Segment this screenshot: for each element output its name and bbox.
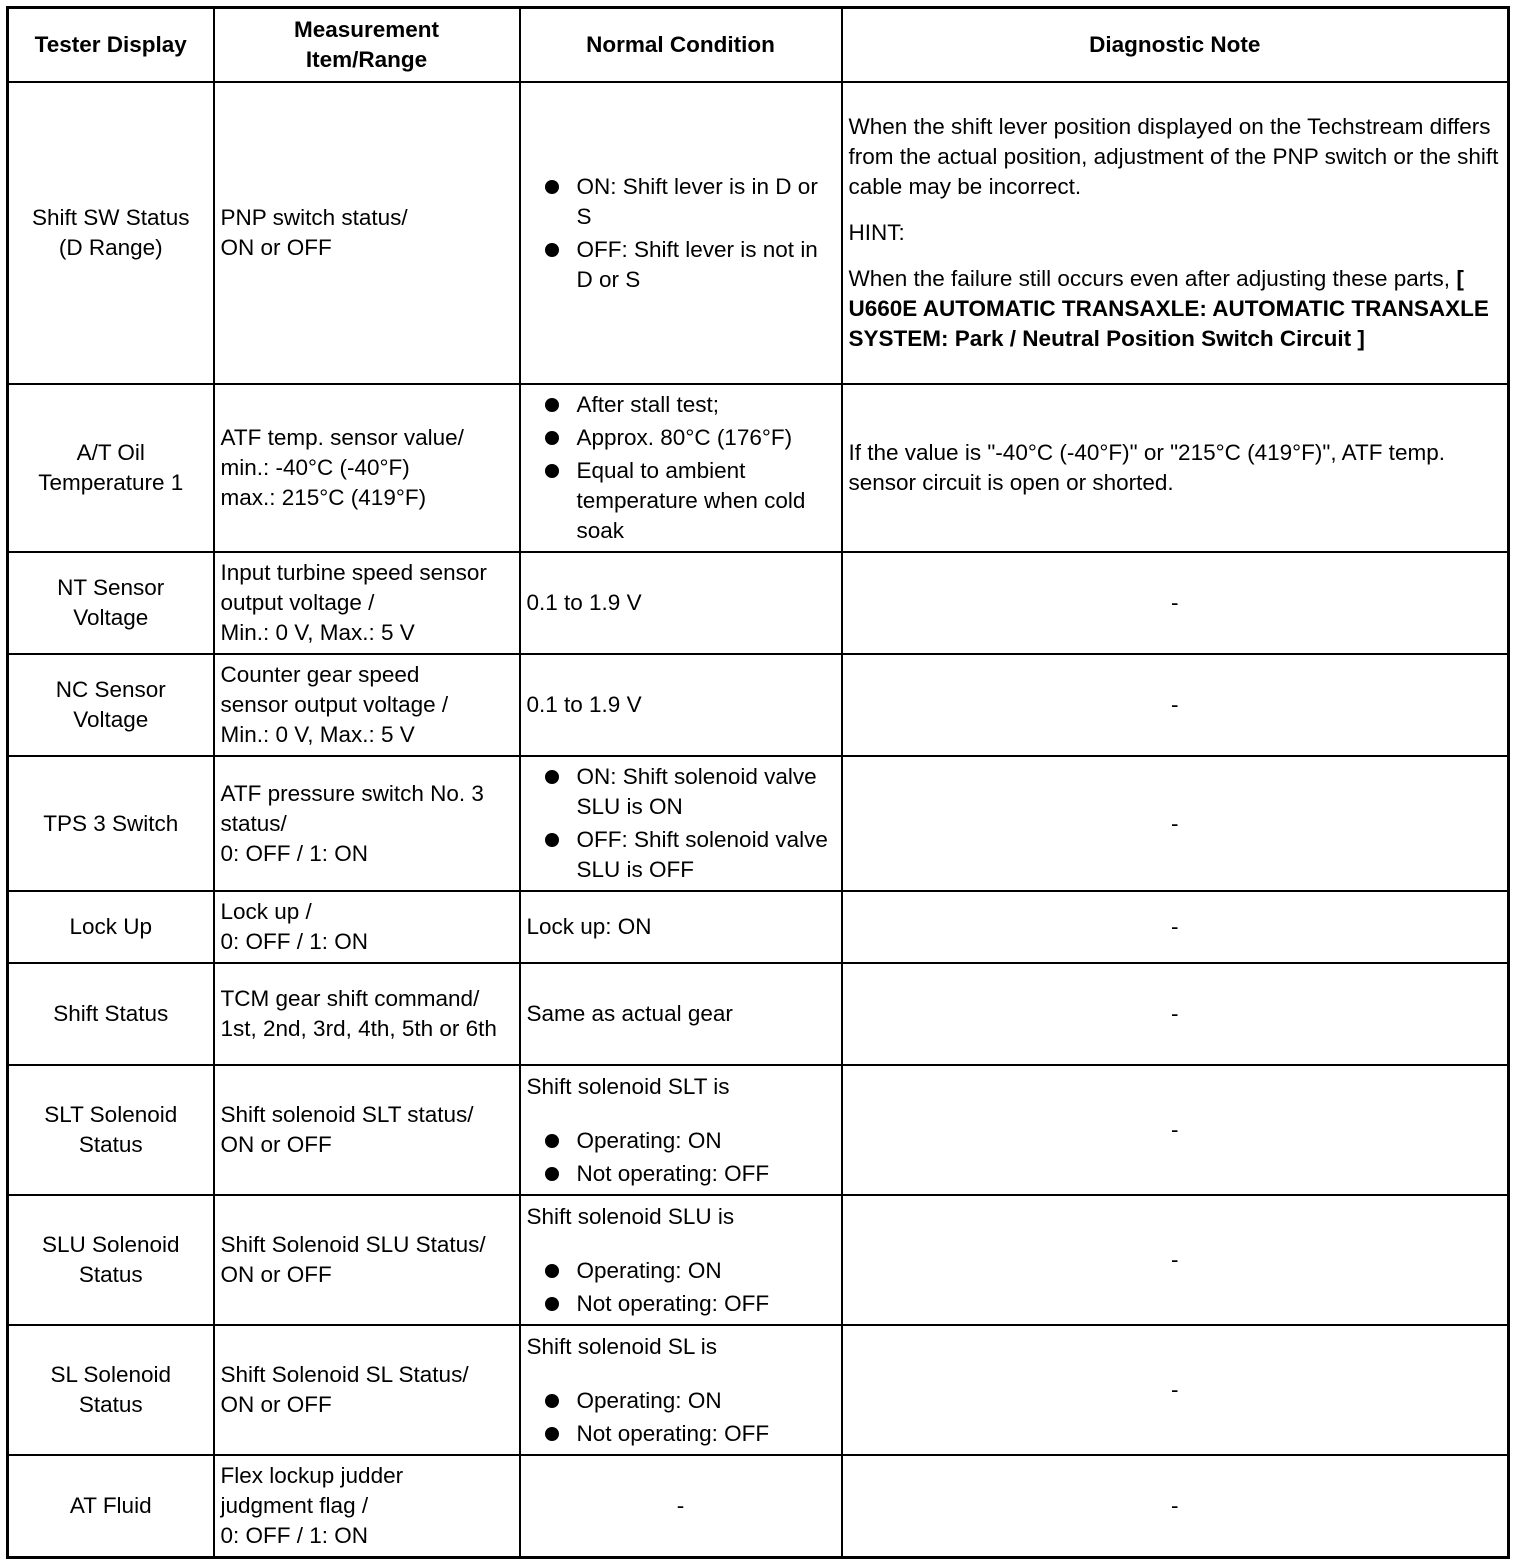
bullet-icon bbox=[545, 770, 559, 784]
diagnostic-note-cell: - bbox=[842, 891, 1509, 963]
table-row bbox=[8, 1455, 1509, 1557]
measurement-item-cell: Input turbine speed sensor output voltage / Min.: 0 V, Max.: 5 V bbox=[214, 552, 520, 654]
list-item: ON: Shift lever is in D or S bbox=[527, 172, 835, 232]
tester-display-cell: SL Solenoid Status bbox=[8, 1325, 214, 1455]
table-row bbox=[8, 756, 1509, 891]
bullet-icon bbox=[545, 431, 559, 445]
measurement-item-cell: Shift Solenoid SLU Status/ ON or OFF bbox=[214, 1195, 520, 1325]
list-item: After stall test; bbox=[527, 390, 835, 420]
normal-condition-cell: Lock up: ON bbox=[520, 891, 842, 963]
list-item: ON: Shift solenoid valve SLU is ON bbox=[527, 762, 835, 822]
table-row bbox=[8, 1195, 1509, 1325]
diagnostic-note-cell bbox=[842, 82, 1509, 384]
tester-display-cell: A/T Oil Temperature 1 bbox=[8, 384, 214, 552]
list-item: Not operating: OFF bbox=[527, 1289, 835, 1319]
list-item: Equal to ambient temperature when cold soak bbox=[527, 456, 835, 546]
diagnostic-note-cell: - bbox=[842, 654, 1509, 756]
bullet-icon bbox=[545, 464, 559, 478]
table-row bbox=[8, 1065, 1509, 1195]
list-item: Not operating: OFF bbox=[527, 1419, 835, 1449]
note-paragraph: When the shift lever position displayed on the Techstream differs from the actual position, adjustment of the PNP switch or the shift cable may be incorrect. bbox=[848, 114, 1499, 199]
note-hint: HINT: bbox=[848, 220, 905, 245]
table-row bbox=[8, 654, 1509, 756]
normal-condition-cell bbox=[520, 384, 842, 552]
procedure-link[interactable]: [ U660E AUTOMATIC TRANSAXLE: AUTOMATIC TRANSAXLE SYSTEM: Park / Neutral Position Switch Circuit ] bbox=[848, 266, 1489, 351]
normal-condition-cell bbox=[520, 756, 842, 891]
measurement-item-cell: Flex lockup judder judgment flag / 0: OFF / 1: ON bbox=[214, 1455, 520, 1557]
normal-condition-cell: Shift solenoid SL is Operating: ON Not operating: OFF bbox=[520, 1325, 842, 1455]
diagnostic-note-cell: - bbox=[842, 1195, 1509, 1325]
table-row bbox=[8, 1325, 1509, 1455]
table-row bbox=[8, 384, 1509, 552]
tester-display-cell: AT Fluid bbox=[8, 1455, 214, 1557]
list-item: OFF: Shift lever is not in D or S bbox=[527, 235, 835, 295]
tester-display-cell: NC Sensor Voltage bbox=[8, 654, 214, 756]
measurement-item-cell: ATF temp. sensor value/ min.: -40°C (-40°F) max.: 215°C (419°F) bbox=[214, 384, 520, 552]
normal-condition-cell: Shift solenoid SLT is Operating: ON Not operating: OFF bbox=[520, 1065, 842, 1195]
table-row bbox=[8, 82, 1509, 384]
diagnostic-note-cell: - bbox=[842, 756, 1509, 891]
list-item: Approx. 80°C (176°F) bbox=[527, 423, 835, 453]
measurement-item-cell: Shift Solenoid SL Status/ ON or OFF bbox=[214, 1325, 520, 1455]
bullet-icon bbox=[545, 833, 559, 847]
normal-condition-cell: Same as actual gear bbox=[520, 963, 842, 1065]
list-item: Operating: ON bbox=[527, 1126, 835, 1156]
normal-condition-cell: Shift solenoid SLU is Operating: ON Not operating: OFF bbox=[520, 1195, 842, 1325]
tester-display-cell: SLU Solenoid Status bbox=[8, 1195, 214, 1325]
list-item: Operating: ON bbox=[527, 1256, 835, 1286]
normal-condition-cell: - bbox=[520, 1455, 842, 1557]
normal-condition-cell bbox=[520, 82, 842, 384]
diagnostic-note-cell: If the value is "-40°C (-40°F)" or "215°C (419°F)", ATF temp. sensor circuit is open or shorted. bbox=[842, 384, 1509, 552]
diagnostic-note-cell: - bbox=[842, 1455, 1509, 1557]
diagnostic-note-cell: - bbox=[842, 1065, 1509, 1195]
measurement-item-cell: Shift solenoid SLT status/ ON or OFF bbox=[214, 1065, 520, 1195]
diagnostic-note-cell: - bbox=[842, 963, 1509, 1065]
data-list-table bbox=[6, 6, 1510, 1559]
bullet-icon bbox=[545, 1297, 559, 1311]
normal-condition-cell: 0.1 to 1.9 V bbox=[520, 552, 842, 654]
bullet-icon bbox=[545, 1264, 559, 1278]
header-tester-display: Tester Display bbox=[8, 8, 214, 83]
diagnostic-note-cell: - bbox=[842, 1325, 1509, 1455]
table-row bbox=[8, 552, 1509, 654]
bullet-icon bbox=[545, 243, 559, 257]
measurement-item-cell: Lock up / 0: OFF / 1: ON bbox=[214, 891, 520, 963]
bullet-icon bbox=[545, 1394, 559, 1408]
note-paragraph: When the failure still occurs even after adjusting these parts, [ U660E AUTOMATIC TRANSAXLE: AUTOMATIC TRANSAXLE SYSTEM: Park / Neutral Position Switch Circuit ] bbox=[848, 266, 1489, 351]
header-diagnostic-note: Diagnostic Note bbox=[842, 8, 1509, 83]
normal-condition-cell: 0.1 to 1.9 V bbox=[520, 654, 842, 756]
bullet-icon bbox=[545, 1167, 559, 1181]
list-item: OFF: Shift solenoid valve SLU is OFF bbox=[527, 825, 835, 885]
bullet-icon bbox=[545, 1134, 559, 1148]
list-item: Operating: ON bbox=[527, 1386, 835, 1416]
measurement-item-cell: Counter gear speed sensor output voltage / Min.: 0 V, Max.: 5 V bbox=[214, 654, 520, 756]
table-row bbox=[8, 963, 1509, 1065]
tester-display-cell: SLT Solenoid Status bbox=[8, 1065, 214, 1195]
tester-display-cell: Shift SW Status (D Range) bbox=[8, 82, 214, 384]
header-normal-condition: Normal Condition bbox=[520, 8, 842, 83]
header-row bbox=[8, 8, 1509, 83]
measurement-item-cell: TCM gear shift command/ 1st, 2nd, 3rd, 4th, 5th or 6th bbox=[214, 963, 520, 1065]
bullet-icon bbox=[545, 398, 559, 412]
diagnostic-note-cell: - bbox=[842, 552, 1509, 654]
tester-display-cell: TPS 3 Switch bbox=[8, 756, 214, 891]
table-row bbox=[8, 891, 1509, 963]
header-measurement-item: Measurement Item/Range bbox=[214, 8, 520, 83]
measurement-item-cell: ATF pressure switch No. 3 status/ 0: OFF / 1: ON bbox=[214, 756, 520, 891]
bullet-icon bbox=[545, 1427, 559, 1441]
tester-display-cell: NT Sensor Voltage bbox=[8, 552, 214, 654]
tester-display-cell: Lock Up bbox=[8, 891, 214, 963]
tester-display-cell: Shift Status bbox=[8, 963, 214, 1065]
bullet-icon bbox=[545, 180, 559, 194]
list-item: Not operating: OFF bbox=[527, 1159, 835, 1189]
measurement-item-cell: PNP switch status/ ON or OFF bbox=[214, 82, 520, 384]
